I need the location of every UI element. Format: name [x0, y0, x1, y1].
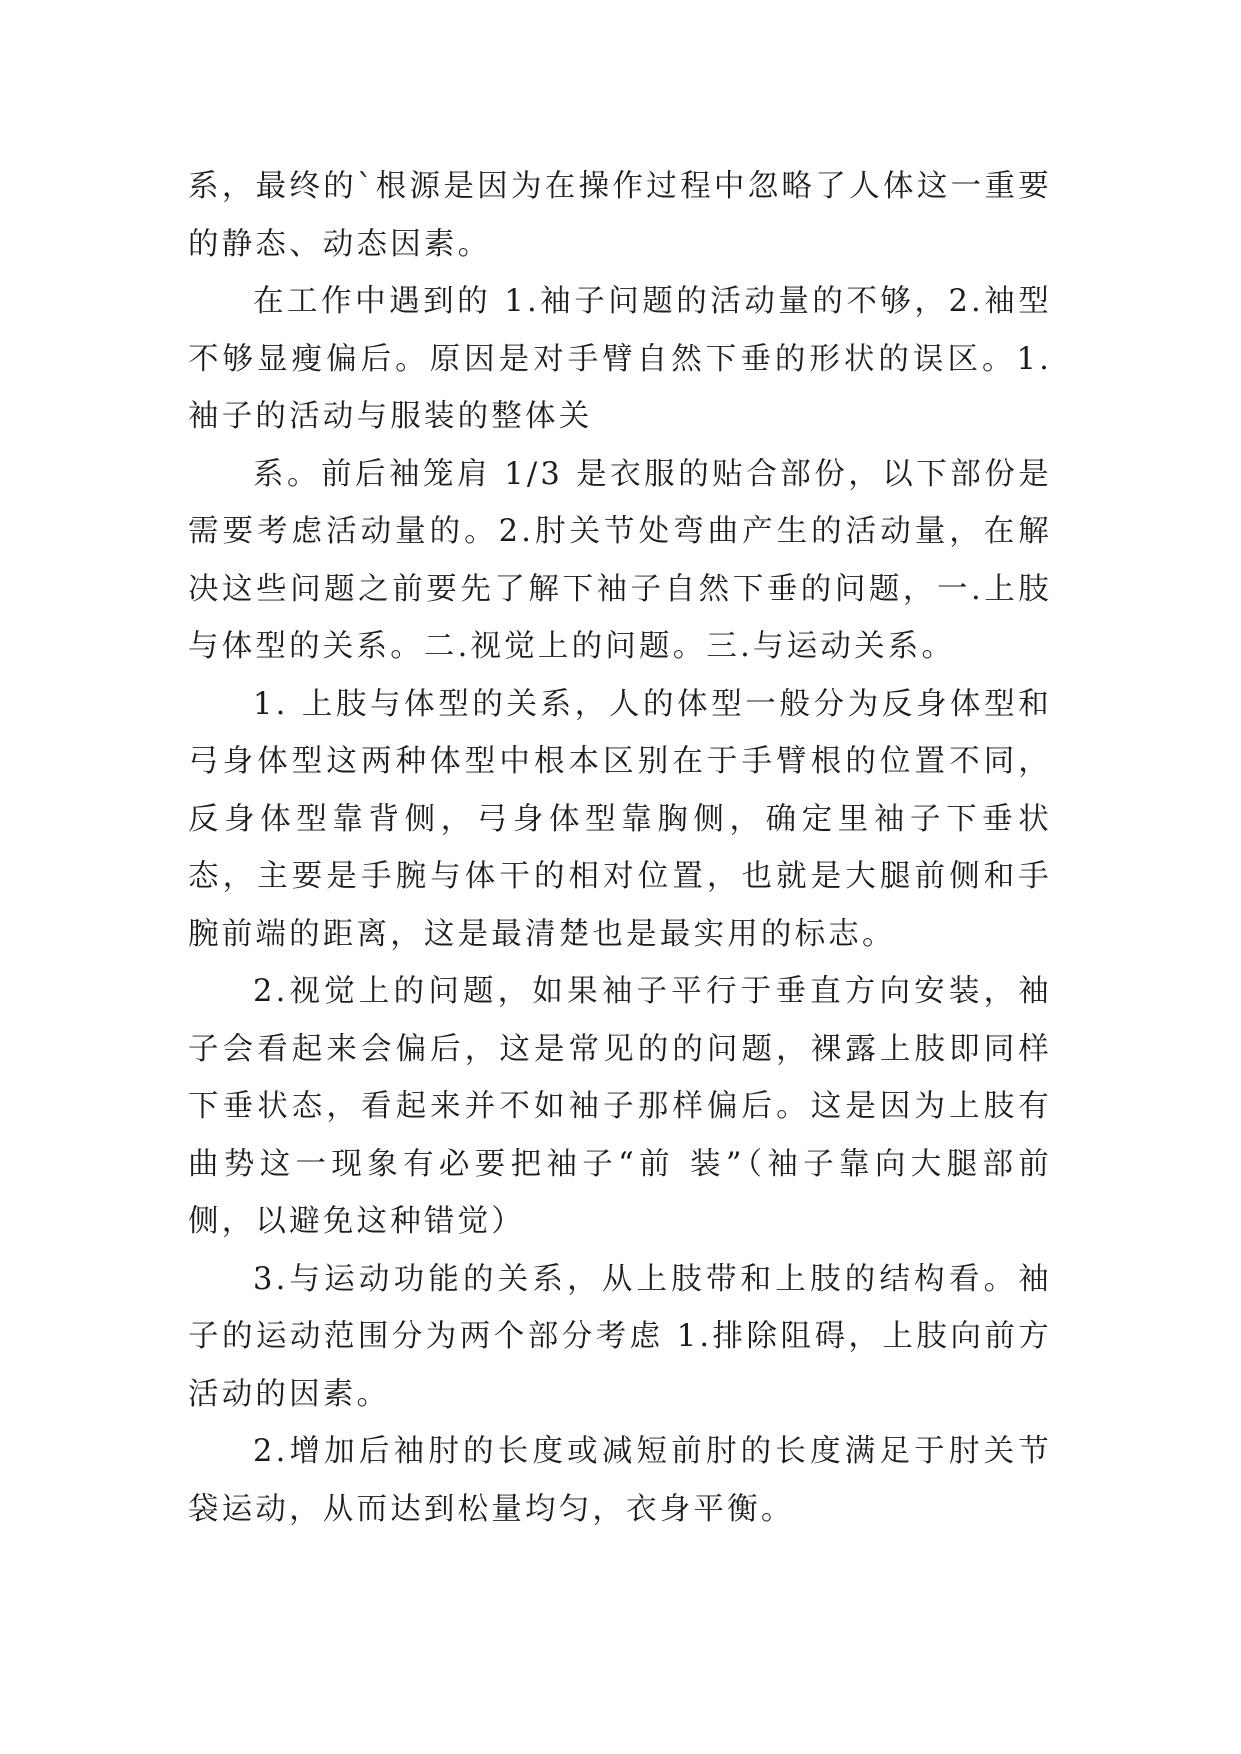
body-text: [188, 158, 1052, 1538]
paragraph-6: 3.与运动功能的关系，从上肢带和上肢的结构看。袖子的运动范围分为两个部分考虑 1.排除阻碍，上肢向前方活动的因素。: [188, 1261, 1052, 1412]
paragraph-2: 在工作中遇到的 1.袖子问题的活动量的不够，2.袖型不够显瘦偏后。原因是对手臂自然下垂的形状的误区。1.袖子的活动与服装的整体关: [188, 284, 1052, 434]
paragraph-4: 1. 上肢与体型的关系，人的体型一般分为反身体型和弓身体型这两种体型中根本区别在于手臂根的位置不同，反身体型靠背侧，弓身体型靠胸侧，确定里袖子下垂状态，主要是手腕与体干的相对位置，也就是大腿前侧和手腕前端的距离，这是最清楚也是最实用的标志。: [188, 686, 1052, 952]
paragraph-1: 系，最终的`根源是因为在操作过程中忽略了人体这一重要的静态、动态因素。: [188, 169, 1052, 262]
paragraph-3: 系。前后袖笼肩 1/3 是衣服的贴合部份，以下部份是需要考虑活动量的。2.肘关节处弯曲产生的活动量，在解决这些问题之前要先了解下袖子自然下垂的问题，一.上肢与体型的关系。二.视觉上的问题。三.与运动关系。: [188, 456, 1052, 664]
paragraph-7: 2.增加后袖肘的长度或减短前肘的长度满足于肘关节袋运动，从而达到松量均匀，衣身平衡。: [188, 1434, 1052, 1527]
paragraph-5: 2.视觉上的问题，如果袖子平行于垂直方向安装，袖子会看起来会偏后，这是常见的的问题，裸露上肢即同样下垂状态，看起来并不如袖子那样偏后。这是因为上肢有曲势这一现象有必要把袖子“前 装”（袖子靠向大腿部前侧，以避免这种错觉）: [188, 974, 1052, 1239]
